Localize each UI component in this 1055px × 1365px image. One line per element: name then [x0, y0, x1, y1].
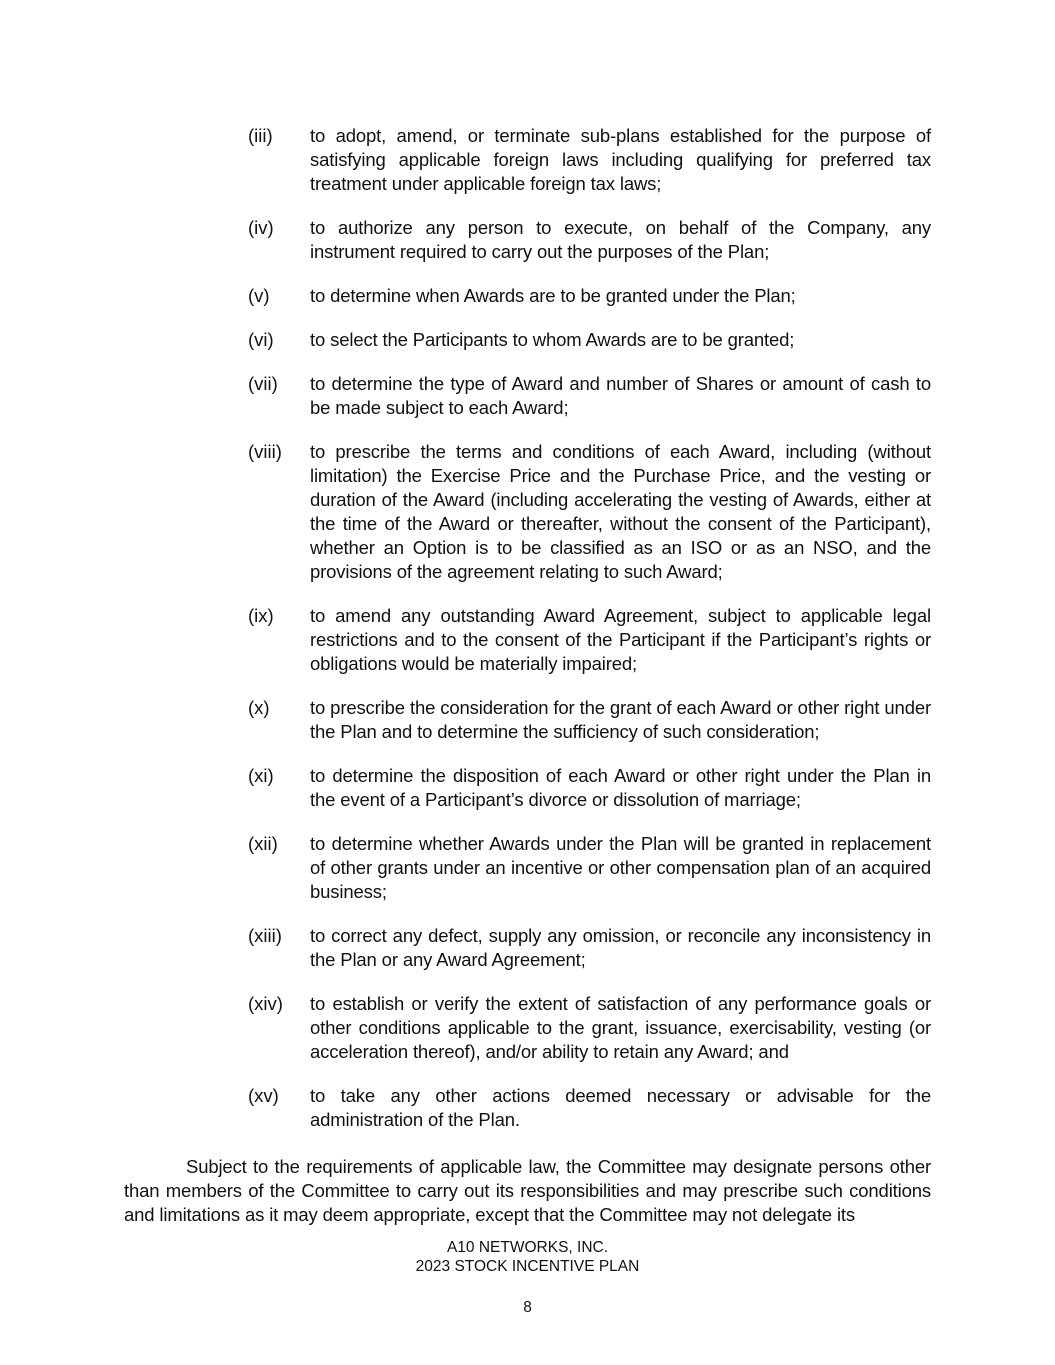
- item-text: to take any other actions deemed necessary or advisable for the administration of the Plan.: [310, 1085, 931, 1130]
- item-number: (ix): [248, 605, 274, 626]
- item-text: to determine the type of Award and number of Shares or amount of cash to be made subject to each Award;: [310, 373, 931, 418]
- list-item: [248, 832, 931, 904]
- item-number: (xiv): [248, 993, 283, 1014]
- list-item: [248, 124, 931, 196]
- list-item: [248, 284, 931, 308]
- item-text: to select the Participants to whom Awards are to be granted;: [310, 329, 795, 350]
- item-text: to determine when Awards are to be granted under the Plan;: [310, 285, 796, 306]
- item-number: (viii): [248, 441, 282, 462]
- item-text: to authorize any person to execute, on behalf of the Company, any instrument required to carry out the purposes of the Plan;: [310, 217, 931, 262]
- item-text: to prescribe the terms and conditions of each Award, including (without limitation) the Exercise Price and the Purchase Price, and the vesting or duration of the Award (including accelerating the vesting of Awards, either at the time of the Award or thereafter, without the consent of the Participant), whether an Option is to be classified as an ISO or as an NSO, and the provisions of the agreement relating to such Award;: [310, 441, 931, 582]
- list-item: [248, 696, 931, 744]
- item-text: to prescribe the consideration for the grant of each Award or other right under the Plan and to determine the sufficiency of such consideration;: [310, 697, 931, 742]
- list-item: [248, 924, 931, 972]
- item-number: (xiii): [248, 925, 282, 946]
- powers-list: [248, 124, 931, 1152]
- item-text: to determine whether Awards under the Plan will be granted in replacement of other grants under an incentive or other compensation plan of an acquired business;: [310, 833, 931, 902]
- page-number: 8: [523, 1299, 532, 1316]
- list-item: [248, 372, 931, 420]
- list-item: [248, 216, 931, 264]
- item-number: (xv): [248, 1085, 279, 1106]
- footer-company-name: A10 NETWORKS, INC.: [446, 1239, 609, 1256]
- item-number: (iii): [248, 125, 273, 146]
- page-footer: [0, 1238, 1055, 1276]
- item-text: to amend any outstanding Award Agreement, subject to applicable legal restrictions and to the consent of the Participant if the Participant’s rights or obligations would be materially impaired;: [310, 605, 931, 674]
- list-item: [248, 1084, 931, 1132]
- item-text: to establish or verify the extent of satisfaction of any performance goals or other conditions applicable to the grant, issuance, exercisability, vesting (or acceleration thereof), and/or ability to retain any Award; and: [310, 993, 931, 1062]
- item-text: to correct any defect, supply any omission, or reconcile any inconsistency in the Plan or any Award Agreement;: [310, 925, 931, 970]
- item-number: (vii): [248, 373, 278, 394]
- item-text: to determine the disposition of each Award or other right under the Plan in the event of a Participant’s divorce or dissolution of marriage;: [310, 765, 931, 810]
- footer-plan-name: 2023 STOCK INCENTIVE PLAN: [415, 1258, 640, 1275]
- item-number: (vi): [248, 329, 274, 350]
- item-number: (x): [248, 697, 270, 718]
- list-item: [248, 328, 931, 352]
- list-item: [248, 992, 931, 1064]
- list-item: [248, 440, 931, 584]
- item-number: (xii): [248, 833, 278, 854]
- item-text: to adopt, amend, or terminate sub-plans established for the purpose of satisfying applicable foreign laws including qualifying for preferred tax treatment under applicable foreign tax laws;: [310, 125, 931, 194]
- item-number: (iv): [248, 217, 274, 238]
- item-number: (v): [248, 285, 270, 306]
- closing-paragraph: Subject to the requirements of applicable law, the Committee may designate persons other than members of the Committee to carry out its responsibilities and may prescribe such conditions and limitations as it may deem appropriate, except that the Committee may not delegate its: [124, 1156, 931, 1225]
- list-item: [248, 764, 931, 812]
- item-number: (xi): [248, 765, 274, 786]
- list-item: [248, 604, 931, 676]
